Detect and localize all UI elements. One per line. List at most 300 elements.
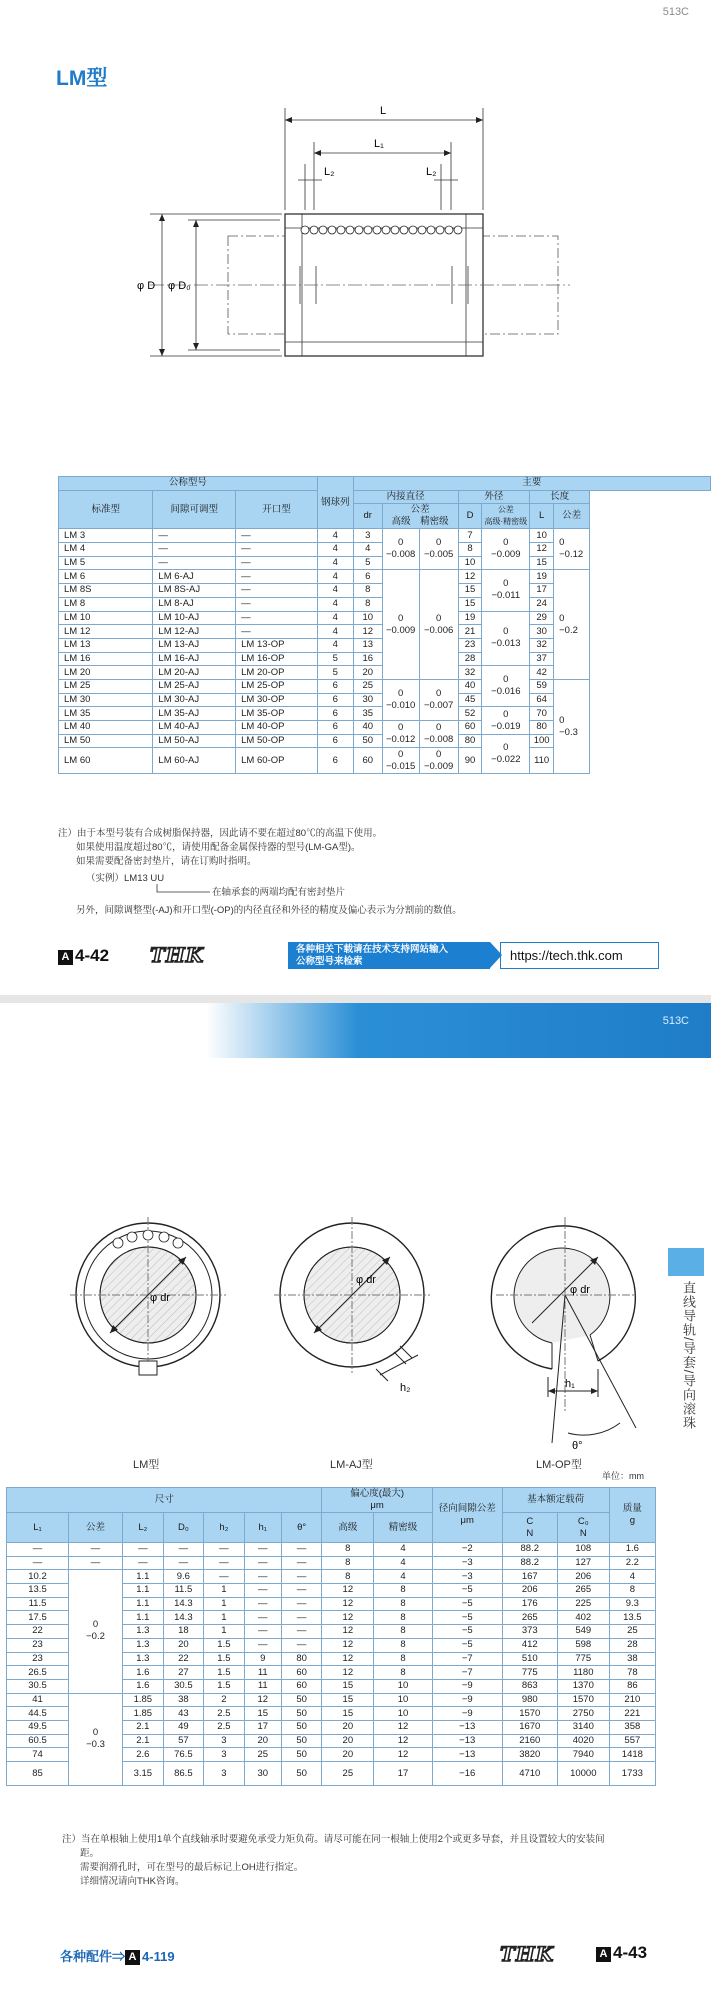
table-cell: 14.3 [163, 1611, 204, 1625]
example-leader [150, 884, 220, 898]
table-row [7, 1693, 656, 1707]
table-cell: −2 [432, 1543, 502, 1557]
label-h2: h₂ [400, 1382, 411, 1394]
table-cell: LM 50 [59, 734, 153, 748]
table-cell: 3 [204, 1762, 245, 1786]
dim-L: L [380, 105, 387, 117]
table-cell: 9.3 [609, 1597, 655, 1611]
table-cell: 1370 [557, 1679, 609, 1693]
th-tol3: 公差 [554, 504, 590, 529]
label-theta: θ° [572, 1440, 583, 1452]
table-cell: 0 −0.008 [419, 721, 458, 748]
table-cell: 32 [530, 638, 554, 652]
table-cell: 10 [530, 529, 554, 543]
table-cell: 80 [281, 1652, 322, 1666]
note-1: 注）由于本型号装有合成树脂保持器，因此请不要在超过80℃的高温下使用。 [58, 828, 383, 839]
th-balls: 钢球列 [317, 477, 353, 529]
table-cell: — [281, 1584, 322, 1598]
table-cell: 1 [204, 1597, 245, 1611]
table-cell: — [123, 1543, 164, 1557]
table-cell: 41 [7, 1693, 69, 1707]
table-cell: 50 [281, 1762, 322, 1786]
table-cell: 76.5 [163, 1748, 204, 1762]
table-cell: 8 [322, 1570, 374, 1584]
th-L1: L₁ [7, 1513, 69, 1543]
table-cell: 29 [530, 611, 554, 625]
page-number-right: A 4-43 [596, 1943, 647, 1963]
table-cell: 775 [502, 1666, 557, 1680]
table-row [59, 529, 711, 543]
table-cell: 42 [530, 666, 554, 680]
table-cell: −5 [432, 1611, 502, 1625]
table-cell: 210 [609, 1693, 655, 1707]
table-cell: 11.5 [163, 1584, 204, 1598]
table-cell: −3 [432, 1556, 502, 1570]
table-cell: 15 [458, 597, 482, 611]
table-cell: 49.5 [7, 1720, 69, 1734]
page-number-left: A 4-42 [58, 946, 109, 966]
table-cell: 1.3 [123, 1625, 164, 1639]
table-cell: — [153, 543, 236, 557]
table-cell: 100 [530, 734, 554, 748]
th-tol: 公差 [68, 1513, 122, 1543]
tech-url-link[interactable]: https://tech.thk.com [500, 942, 659, 969]
table-cell: 20 [322, 1720, 374, 1734]
table-cell: LM 35-OP [236, 707, 318, 721]
table-cell: 1.1 [123, 1570, 164, 1584]
dim-L1: L₁ [374, 138, 384, 150]
table-cell: LM 4 [59, 543, 153, 557]
table-row [59, 679, 711, 693]
table-cell: 12 [322, 1611, 374, 1625]
table-cell: 1 [204, 1625, 245, 1639]
table-cell: — [281, 1543, 322, 1557]
table-cell: LM 40-AJ [153, 721, 236, 735]
table-cell: 2.5 [204, 1720, 245, 1734]
th-theta: θ° [281, 1513, 322, 1543]
cross-section-drawings [0, 1003, 711, 1463]
table-cell: LM 60 [59, 748, 153, 774]
table-cell: 0 −0.012 [382, 721, 419, 748]
th-outer: 外径 [458, 490, 530, 504]
table-cell: 78 [609, 1666, 655, 1680]
table-cell: 980 [502, 1693, 557, 1707]
table-cell: 8 [374, 1666, 433, 1680]
table-cell: 12 [374, 1720, 433, 1734]
table-cell: — [281, 1611, 322, 1625]
table-cell: 35 [353, 707, 382, 721]
table-cell: 10.2 [7, 1570, 69, 1584]
table-cell: LM 60-OP [236, 748, 318, 774]
table-cell: 23 [458, 638, 482, 652]
table-cell: 3 [204, 1734, 245, 1748]
label-dr-aj: φ dr [356, 1274, 376, 1286]
table-cell: 60 [353, 748, 382, 774]
table-cell: — [281, 1638, 322, 1652]
table-cell: LM 25 [59, 679, 153, 693]
table-row [7, 1570, 656, 1584]
table-cell: 3 [353, 529, 382, 543]
dimension-table-main [58, 476, 711, 774]
table-cell: 17 [374, 1762, 433, 1786]
table-cell: 19 [458, 611, 482, 625]
table-row [59, 721, 711, 735]
table-cell: LM 20-OP [236, 666, 318, 680]
table-cell: 1.3 [123, 1638, 164, 1652]
table-cell: 0 −0.12 [554, 529, 590, 570]
table-cell: — [236, 611, 318, 625]
table-cell: LM 60-AJ [153, 748, 236, 774]
table-cell: 17.5 [7, 1611, 69, 1625]
table-cell: — [163, 1556, 204, 1570]
table-cell: 4 [374, 1556, 433, 1570]
table-cell: 0 −0.009 [382, 570, 419, 680]
table-cell: 37 [530, 652, 554, 666]
note-seal: 在轴承套的两端均配有密封垫片 [212, 887, 346, 898]
table-cell: 8 [374, 1652, 433, 1666]
table-cell: 11 [244, 1679, 281, 1693]
table-cell: 60.5 [7, 1734, 69, 1748]
table-row [59, 748, 711, 774]
table-cell: 5 [353, 556, 382, 570]
table-cell: 15 [458, 584, 482, 598]
table-cell: 38 [609, 1652, 655, 1666]
table-cell: 52 [458, 707, 482, 721]
table-cell: 2.2 [609, 1556, 655, 1570]
table-cell: 50 [281, 1734, 322, 1748]
th-L2: L₂ [123, 1513, 164, 1543]
table-cell: 206 [502, 1584, 557, 1598]
th-radial: 径向间隙公差 μm [432, 1488, 502, 1543]
table-cell: — [281, 1625, 322, 1639]
table-cell: 15 [244, 1707, 281, 1721]
table-cell: 9.6 [163, 1570, 204, 1584]
table-cell: 12 [374, 1748, 433, 1762]
table-cell: −13 [432, 1720, 502, 1734]
note-3: 如果需要配备密封垫片，请在订购时指明。 [76, 856, 257, 867]
table-cell: 0 −0.016 [482, 666, 530, 707]
table-cell: 3140 [557, 1720, 609, 1734]
table-cell: 1.5 [204, 1652, 245, 1666]
th-main: 主要 [353, 477, 710, 491]
table-cell: 4 [374, 1570, 433, 1584]
table-cell: 19 [530, 570, 554, 584]
table-cell: 85 [7, 1762, 69, 1786]
table-cell: 4 [317, 570, 353, 584]
table-cell: LM 8-AJ [153, 597, 236, 611]
table-cell: 50 [281, 1720, 322, 1734]
table-cell: 12 [322, 1584, 374, 1598]
table-cell: 4 [317, 611, 353, 625]
table-cell: 6 [353, 570, 382, 584]
th-prec: 精密级 [374, 1513, 433, 1543]
table-cell: 8 [458, 543, 482, 557]
table-cell: 8 [322, 1543, 374, 1557]
table-cell: — [244, 1638, 281, 1652]
table-cell: 12 [322, 1638, 374, 1652]
table-cell: 0 −0.019 [482, 707, 530, 734]
table-cell: LM 8S [59, 584, 153, 598]
th-dims: 尺寸 [7, 1488, 322, 1513]
table-cell: LM 13 [59, 638, 153, 652]
table-cell: LM 10 [59, 611, 153, 625]
table-cell: 4 [317, 584, 353, 598]
table-cell: 8 [353, 584, 382, 598]
table-cell: 6 [317, 748, 353, 774]
table-cell: 10 [374, 1679, 433, 1693]
note-2: 如果使用温度超过80℃，请使用配备金属保持器的型号(LM-GA型)。 [76, 842, 361, 853]
table-cell: — [204, 1570, 245, 1584]
table-cell: −5 [432, 1584, 502, 1598]
table-cell: LM 40-OP [236, 721, 318, 735]
th-std: 标准型 [59, 490, 153, 529]
table-cell: 28 [458, 652, 482, 666]
table-cell: 11 [244, 1666, 281, 1680]
table-cell: LM 16 [59, 652, 153, 666]
table-cell: 25 [609, 1625, 655, 1639]
table-cell: 6 [317, 679, 353, 693]
table-cell: 4020 [557, 1734, 609, 1748]
table-cell: — [236, 584, 318, 598]
table-cell: LM 25-AJ [153, 679, 236, 693]
table-cell: — [236, 543, 318, 557]
accessory-link[interactable]: 各种配件⇒ A 4-119 [60, 1949, 175, 1964]
table-cell: 4 [374, 1543, 433, 1557]
th-dr: dr [353, 504, 382, 529]
dim-L2-right: L₂ [426, 166, 437, 178]
table-cell: — [68, 1543, 122, 1557]
th-C: C N [502, 1513, 557, 1543]
table-cell: −5 [432, 1638, 502, 1652]
table-cell: 23 [7, 1638, 69, 1652]
table-cell: 1.6 [609, 1543, 655, 1557]
table-cell: 0 −0.3 [554, 679, 590, 773]
table-cell: 3 [204, 1748, 245, 1762]
table-cell: 10000 [557, 1762, 609, 1786]
table-cell: — [244, 1597, 281, 1611]
table-cell: 30.5 [163, 1679, 204, 1693]
table-cell: 358 [609, 1720, 655, 1734]
table-cell: 20 [244, 1734, 281, 1748]
table-cell: 3820 [502, 1748, 557, 1762]
table-cell: 25 [322, 1762, 374, 1786]
page-code: 513C [662, 6, 689, 18]
table-cell: 4 [317, 597, 353, 611]
th-tol2: 公差 高级·精密级 [482, 504, 530, 529]
table-cell: 0 −0.009 [419, 748, 458, 774]
unit-label: 单位：mm [602, 1471, 644, 1481]
table-cell: — [244, 1570, 281, 1584]
table-cell: 412 [502, 1638, 557, 1652]
table-cell: 60 [458, 721, 482, 735]
table-cell: 80 [530, 721, 554, 735]
table-cell: — [204, 1556, 245, 1570]
table-cell: 0 −0.013 [482, 611, 530, 666]
th-basic: 基本额定载荷 [502, 1488, 609, 1513]
caption-aj: LM-AJ型 [330, 1459, 373, 1471]
note2-1: 注）当在单根轴上使用1单个直线轴承时要避免承受力矩负荷。请尽可能在同一根轴上使用2个或更多导套，并且设置较大的安装间 [62, 1834, 605, 1845]
table-cell: 6 [317, 707, 353, 721]
table-cell: 12 [322, 1666, 374, 1680]
table-cell: 17 [244, 1720, 281, 1734]
table-cell: 20 [163, 1638, 204, 1652]
table-cell: 549 [557, 1625, 609, 1639]
table-cell: 14.3 [163, 1597, 204, 1611]
table-cell: 265 [502, 1611, 557, 1625]
table-cell: 0 −0.011 [482, 570, 530, 611]
table-cell: 12 [374, 1734, 433, 1748]
table-cell: 6 [317, 721, 353, 735]
table-cell: 1.1 [123, 1584, 164, 1598]
note2-2: 需要润滑孔时，可在型号的最后标记上OH进行指定。 [80, 1862, 304, 1873]
table-cell: 1570 [502, 1707, 557, 1721]
table-cell: −13 [432, 1734, 502, 1748]
table-cell: 88.2 [502, 1556, 557, 1570]
table-cell: 40 [458, 679, 482, 693]
table-cell: — [236, 597, 318, 611]
lm-bushing-drawing [0, 0, 711, 360]
dim-L2-left: L₂ [324, 166, 335, 178]
table-cell: 1.3 [123, 1652, 164, 1666]
th-len: 长度 [530, 490, 590, 504]
table-cell: 30 [353, 693, 382, 707]
table-cell: 775 [557, 1652, 609, 1666]
table-cell: LM 13-OP [236, 638, 318, 652]
table-cell: 40 [353, 721, 382, 735]
table-cell: 1.1 [123, 1611, 164, 1625]
table-cell: — [281, 1570, 322, 1584]
table-cell: 12 [530, 543, 554, 557]
table-cell: 20 [353, 666, 382, 680]
table-cell: 1418 [609, 1748, 655, 1762]
table-cell: 30.5 [7, 1679, 69, 1693]
table-cell: — [244, 1543, 281, 1557]
table-cell: 13.5 [609, 1611, 655, 1625]
table-cell: 30 [244, 1762, 281, 1786]
table-cell: 0 −0.2 [554, 570, 590, 680]
table-cell: LM 6 [59, 570, 153, 584]
table-cell: 8 [353, 597, 382, 611]
label-dr-lm: φ dr [150, 1292, 170, 1304]
table-cell: 1570 [557, 1693, 609, 1707]
table-cell: — [7, 1556, 69, 1570]
table-cell: 1.5 [204, 1638, 245, 1652]
table-cell: 80 [458, 734, 482, 748]
table-cell: 86 [609, 1679, 655, 1693]
table-cell: 13.5 [7, 1584, 69, 1598]
note2-3: 详细情况请向THK咨询。 [80, 1876, 185, 1887]
table-cell: 7940 [557, 1748, 609, 1762]
th-mass: 质量 g [609, 1488, 655, 1543]
table-cell: 127 [557, 1556, 609, 1570]
table-cell: 11.5 [7, 1597, 69, 1611]
table-cell: — [163, 1543, 204, 1557]
table-cell: 3.15 [123, 1762, 164, 1786]
table-cell: 8 [322, 1556, 374, 1570]
table-cell: LM 30 [59, 693, 153, 707]
table-cell: 2160 [502, 1734, 557, 1748]
table-cell: LM 25-OP [236, 679, 318, 693]
table-cell: 0 −0.3 [68, 1693, 122, 1785]
download-banner: 各种相关下载请在技术支持网站输入 公称型号来检索 [288, 942, 490, 969]
table-cell: 225 [557, 1597, 609, 1611]
table-cell: 10 [353, 611, 382, 625]
table-cell: −5 [432, 1597, 502, 1611]
table-cell: 59 [530, 679, 554, 693]
table-cell: 70 [530, 707, 554, 721]
dimension-table-detail [6, 1487, 656, 1786]
table-cell: 0 −0.005 [419, 529, 458, 570]
note-example: （实例）LM13 UU [86, 873, 165, 884]
table-cell: 20 [322, 1748, 374, 1762]
table-cell: 16 [353, 652, 382, 666]
thk-logo: THK [150, 943, 205, 967]
table-cell: 2.6 [123, 1748, 164, 1762]
caption-lm: LM型 [133, 1459, 160, 1471]
dim-D: φ D [137, 280, 156, 292]
table-cell: 0 −0.007 [419, 679, 458, 720]
table-cell: 4 [317, 529, 353, 543]
table-cell: 6 [317, 693, 353, 707]
table-row [7, 1556, 656, 1570]
table-cell: 15 [322, 1707, 374, 1721]
table-cell: −7 [432, 1652, 502, 1666]
table-cell: 4 [317, 625, 353, 639]
table-cell: 22 [7, 1625, 69, 1639]
table-cell: 23 [7, 1652, 69, 1666]
table-cell: 1.6 [123, 1666, 164, 1680]
table-cell: 176 [502, 1597, 557, 1611]
table-cell: 12 [322, 1597, 374, 1611]
table-cell: 8 [609, 1584, 655, 1598]
table-cell: 28 [609, 1638, 655, 1652]
table-cell: 10 [374, 1707, 433, 1721]
table-cell: 25 [244, 1748, 281, 1762]
table-cell: 13 [353, 638, 382, 652]
table-cell: — [153, 529, 236, 543]
table-cell: 8 [374, 1638, 433, 1652]
th-ecc: 偏心度(最大) μm [322, 1488, 432, 1513]
section-badge-3: A [596, 1947, 611, 1962]
label-dr-op: φ dr [570, 1284, 590, 1296]
table-cell: 50 [281, 1748, 322, 1762]
table-cell: −9 [432, 1693, 502, 1707]
table-cell: 26.5 [7, 1666, 69, 1680]
table-cell: 8 [374, 1611, 433, 1625]
table-cell: 0 −0.008 [382, 529, 419, 570]
table-cell: 6 [317, 734, 353, 748]
table-cell: — [236, 556, 318, 570]
table-cell: LM 50-OP [236, 734, 318, 748]
table-cell: 1.6 [123, 1679, 164, 1693]
page-code-2: 513C [662, 1015, 689, 1027]
th-D0: D₀ [163, 1513, 204, 1543]
table-cell: 110 [530, 748, 554, 774]
table-cell: 5 [317, 666, 353, 680]
table-cell: −13 [432, 1748, 502, 1762]
table-cell: 32 [458, 666, 482, 680]
table-row [59, 570, 711, 584]
table-cell: — [123, 1556, 164, 1570]
th-tol: 公差 高级 精密级 [382, 504, 458, 529]
table-cell: 510 [502, 1652, 557, 1666]
table-cell: LM 16-OP [236, 652, 318, 666]
table-cell: — [236, 625, 318, 639]
table-cell: LM 10-AJ [153, 611, 236, 625]
table-cell: 1733 [609, 1762, 655, 1786]
table-cell: 30 [530, 625, 554, 639]
table-cell: 74 [7, 1748, 69, 1762]
